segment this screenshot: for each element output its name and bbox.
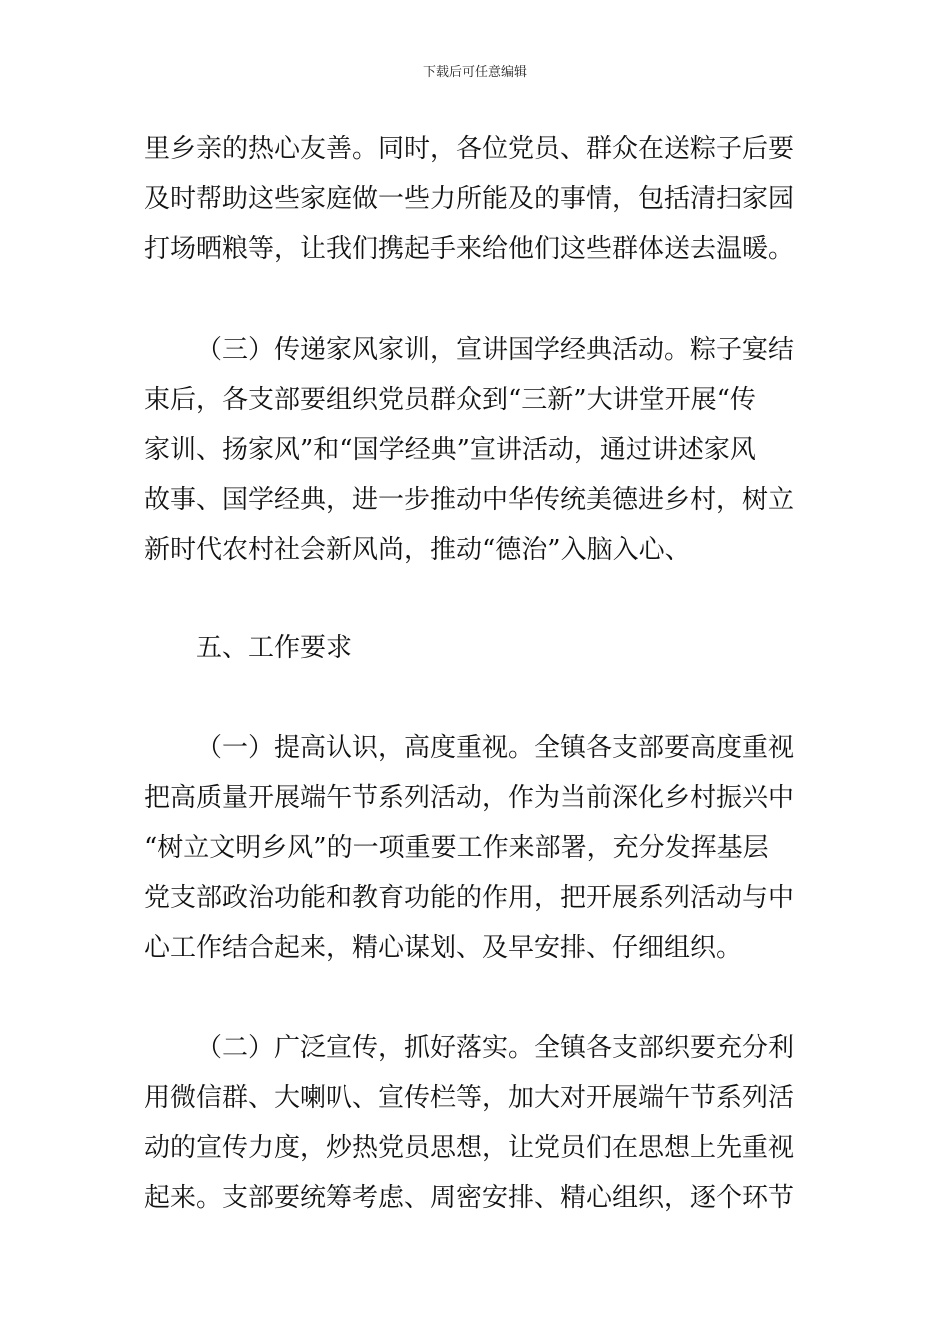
paragraph-line: 心工作结合起来，精心谋划、及早安排、仔细组织。 bbox=[144, 933, 743, 963]
paragraph-line: 动的宣传力度，炒热党员思想，让党员们在思想上先重视 bbox=[144, 1133, 795, 1163]
paragraph-line: 把高质量开展端午节系列活动，作为当前深化乡村振兴中 bbox=[144, 783, 795, 813]
paragraph-line: 用微信群、大喇叭、宣传栏等，加大对开展端午节系列活 bbox=[144, 1083, 795, 1113]
paragraph-line: 打场晒粮等，让我们携起手来给他们这些群体送去温暖。 bbox=[144, 234, 795, 264]
paragraph-line: 起来。支部要统筹考虑、周密安排、精心组织，逐个环节 bbox=[144, 1183, 795, 1213]
paragraph-line: （三）传递家风家训，宣讲国学经典活动。粽子宴结 bbox=[196, 335, 795, 365]
paragraph-line: 束后，各支部要组织党员群众到“三新”大讲堂开展“传 bbox=[144, 385, 756, 415]
paragraph-line: 故事、国学经典，进一步推动中华传统美德进乡村，树立 bbox=[144, 485, 795, 515]
paragraph-line: （一）提高认识，高度重视。全镇各支部要高度重视 bbox=[196, 733, 795, 763]
paragraph-line: “树立文明乡风”的一项重要工作来部署，充分发挥基层 bbox=[144, 833, 769, 863]
paragraph-line: 家训、扬家风”和“国学经典”宣讲活动，通过讲述家风 bbox=[144, 435, 756, 465]
paragraph-line: 新时代农村社会新风尚，推动“德治”入脑入心、 bbox=[144, 535, 691, 565]
page-header: 下载后可任意编辑 bbox=[422, 65, 527, 80]
paragraph-line: 党支部政治功能和教育功能的作用，把开展系列活动与中 bbox=[144, 883, 795, 913]
section-heading: 五、工作要求 bbox=[196, 633, 353, 663]
paragraph-line: 里乡亲的热心友善。同时，各位党员、群众在送粽子后要 bbox=[144, 134, 795, 164]
paragraph-line: 及时帮助这些家庭做一些力所能及的事情，包括清扫家园 bbox=[144, 184, 795, 214]
paragraph-line: （二）广泛宣传，抓好落实。全镇各支部织要充分利 bbox=[196, 1033, 795, 1063]
